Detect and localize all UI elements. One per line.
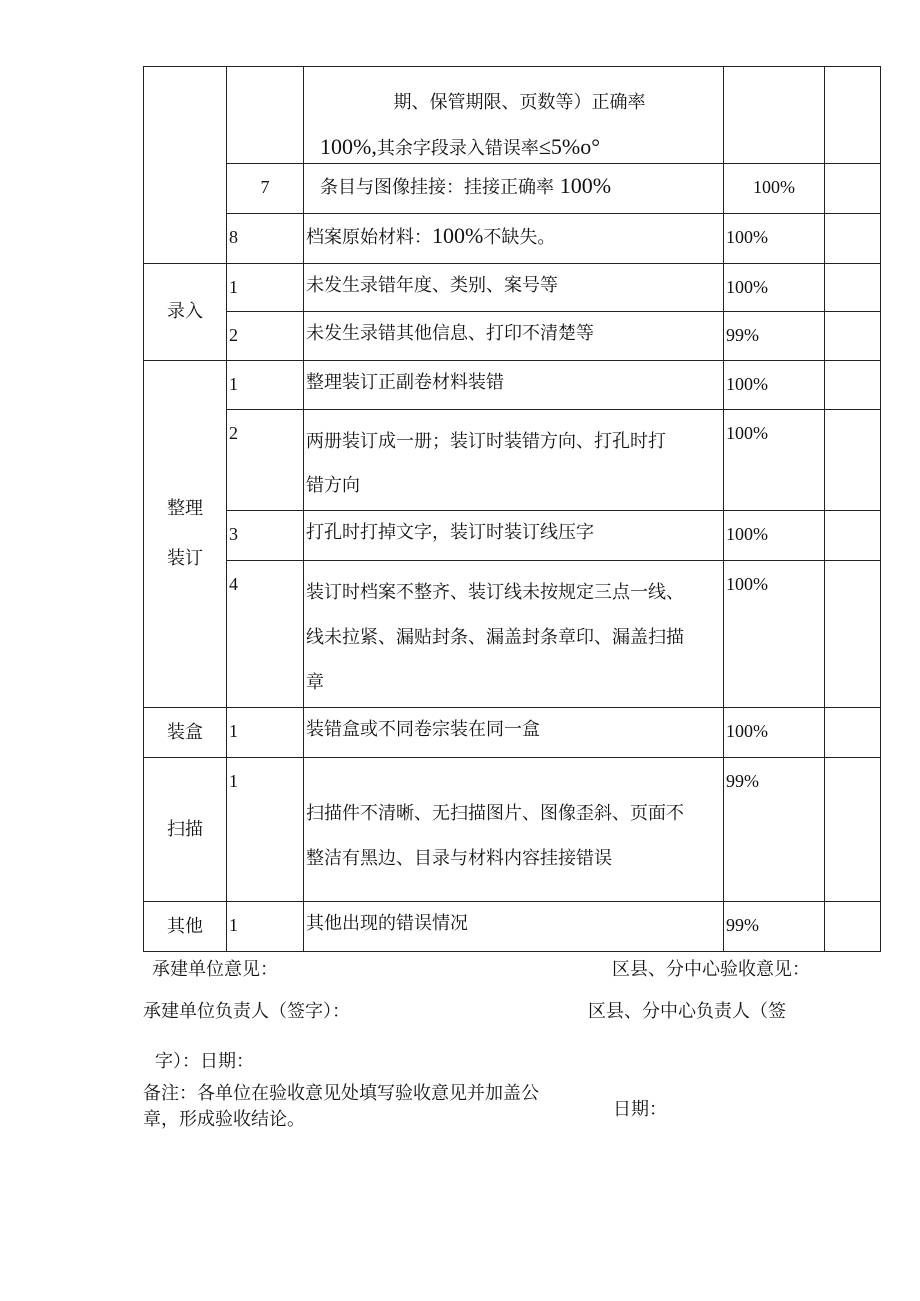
description-cell	[304, 410, 724, 511]
table-row	[144, 410, 881, 511]
rate-value: 99%	[724, 758, 825, 902]
remark-cell	[825, 312, 881, 361]
description-cell: 未发生录错年度、类别、案号等	[304, 264, 724, 312]
item-number: 4	[227, 561, 304, 708]
category-cell-empty	[144, 67, 227, 264]
table-row	[144, 214, 881, 264]
remark-cell	[825, 708, 881, 758]
rate-value: 100%	[724, 410, 825, 511]
acceptance-table	[143, 66, 881, 952]
description-text: 条目与图像挂接：挂接正确率	[320, 177, 560, 198]
description-line: 装订时档案不整齐、装订线未按规定三点一线、	[306, 582, 684, 603]
description-text: 档案原始材料：	[306, 227, 432, 248]
item-number: 1	[227, 264, 304, 312]
remark-line: 章，形成验收结论。	[143, 1109, 305, 1130]
table-row	[144, 164, 881, 214]
number-cell-empty	[227, 67, 304, 164]
category-cell: 装盒	[144, 708, 227, 758]
date-label: 日期：	[613, 1099, 667, 1120]
item-number: 3	[227, 511, 304, 561]
remark-cell	[825, 758, 881, 902]
description-line: 整洁有黑边、目录与材料内容挂接错误	[306, 848, 612, 869]
district-head-label-cont: 字）：日期：	[155, 1051, 254, 1072]
item-number: 1	[227, 361, 304, 410]
table-row	[144, 312, 881, 361]
description-cell	[304, 67, 724, 164]
description-line: 章	[306, 672, 324, 693]
district-head-label: 区县、分中心负责人（签	[588, 1001, 786, 1022]
table-row	[144, 561, 881, 708]
item-number: 1	[227, 708, 304, 758]
category-line: 装订	[167, 548, 203, 569]
description-cell	[304, 561, 724, 708]
item-number: 2	[227, 312, 304, 361]
description-line: 整理装订正副卷材料装错	[306, 372, 504, 393]
description-number: 100%	[432, 223, 484, 248]
table-row	[144, 511, 881, 561]
item-number: 1	[227, 902, 304, 952]
description-cell	[304, 214, 724, 264]
remark-cell	[825, 67, 881, 164]
table-row	[144, 758, 881, 902]
remark-cell	[825, 410, 881, 511]
category-line: 整理	[167, 498, 203, 519]
description-line: 两册装订成一册；装订时装错方向、打孔时打	[306, 431, 666, 452]
description-cell	[304, 758, 724, 902]
remark-cell	[825, 361, 881, 410]
description-line: 线未拉紧、漏贴封条、漏盖封条章印、漏盖扫描	[306, 627, 684, 648]
category-cell	[144, 361, 227, 708]
rate-cell-empty	[724, 67, 825, 164]
description-line	[304, 133, 723, 163]
description-cell	[304, 164, 724, 214]
remark-cell	[825, 214, 881, 264]
item-number: 7	[227, 164, 304, 214]
description-number: 100%,	[320, 134, 377, 159]
category-cell: 扫描	[144, 758, 227, 902]
table-row	[144, 902, 881, 952]
rate-value: 99%	[724, 312, 825, 361]
description-cell	[304, 511, 724, 561]
remark-cell	[825, 561, 881, 708]
rate-value: 100%	[724, 164, 825, 214]
remark-cell	[825, 264, 881, 312]
table-row	[144, 264, 881, 312]
item-number: 2	[227, 410, 304, 511]
rate-value: 100%	[724, 561, 825, 708]
description-tail: ≤5%o°	[538, 134, 601, 159]
contractor-head-label: 承建单位负责人（签字）：	[143, 1001, 350, 1022]
description-line: 打孔时打掉文字，装订时装订线压字	[306, 522, 594, 543]
rate-value: 100%	[724, 214, 825, 264]
description-number: 100%	[559, 173, 612, 198]
remark-line: 备注：各单位在验收意见处填写验收意见并加盖公	[143, 1083, 539, 1104]
description-cell: 未发生录错其他信息、打印不清楚等	[304, 312, 724, 361]
description-line: 扫描件不清晰、无扫描图片、图像歪斜、页面不	[306, 803, 684, 824]
rate-value: 100%	[724, 511, 825, 561]
item-number: 1	[227, 758, 304, 902]
description-cell: 其他出现的错误情况	[304, 902, 724, 952]
table-row	[144, 67, 881, 164]
contractor-opinion-label: 承建单位意见：	[152, 959, 278, 980]
district-opinion-label: 区县、分中心验收意见：	[612, 959, 810, 980]
remark-cell	[825, 511, 881, 561]
category-cell: 其他	[144, 902, 227, 952]
description-text: 其余字段录入错误率	[376, 138, 539, 159]
description-tail: 不缺失。	[483, 227, 556, 248]
remark-cell	[825, 164, 881, 214]
table-row	[144, 708, 881, 758]
rate-value: 100%	[724, 264, 825, 312]
rate-value: 100%	[724, 361, 825, 410]
description-cell: 装错盒或不同卷宗装在同一盒	[304, 708, 724, 758]
rate-value: 99%	[724, 902, 825, 952]
category-cell: 录入	[144, 264, 227, 361]
description-cell	[304, 361, 724, 410]
description-line: 期、保管期限、页数等）正确率	[393, 92, 646, 113]
rate-value: 100%	[724, 708, 825, 758]
table-row	[144, 361, 881, 410]
item-number: 8	[227, 214, 304, 264]
description-line: 错方向	[306, 475, 360, 496]
remark-cell	[825, 902, 881, 952]
